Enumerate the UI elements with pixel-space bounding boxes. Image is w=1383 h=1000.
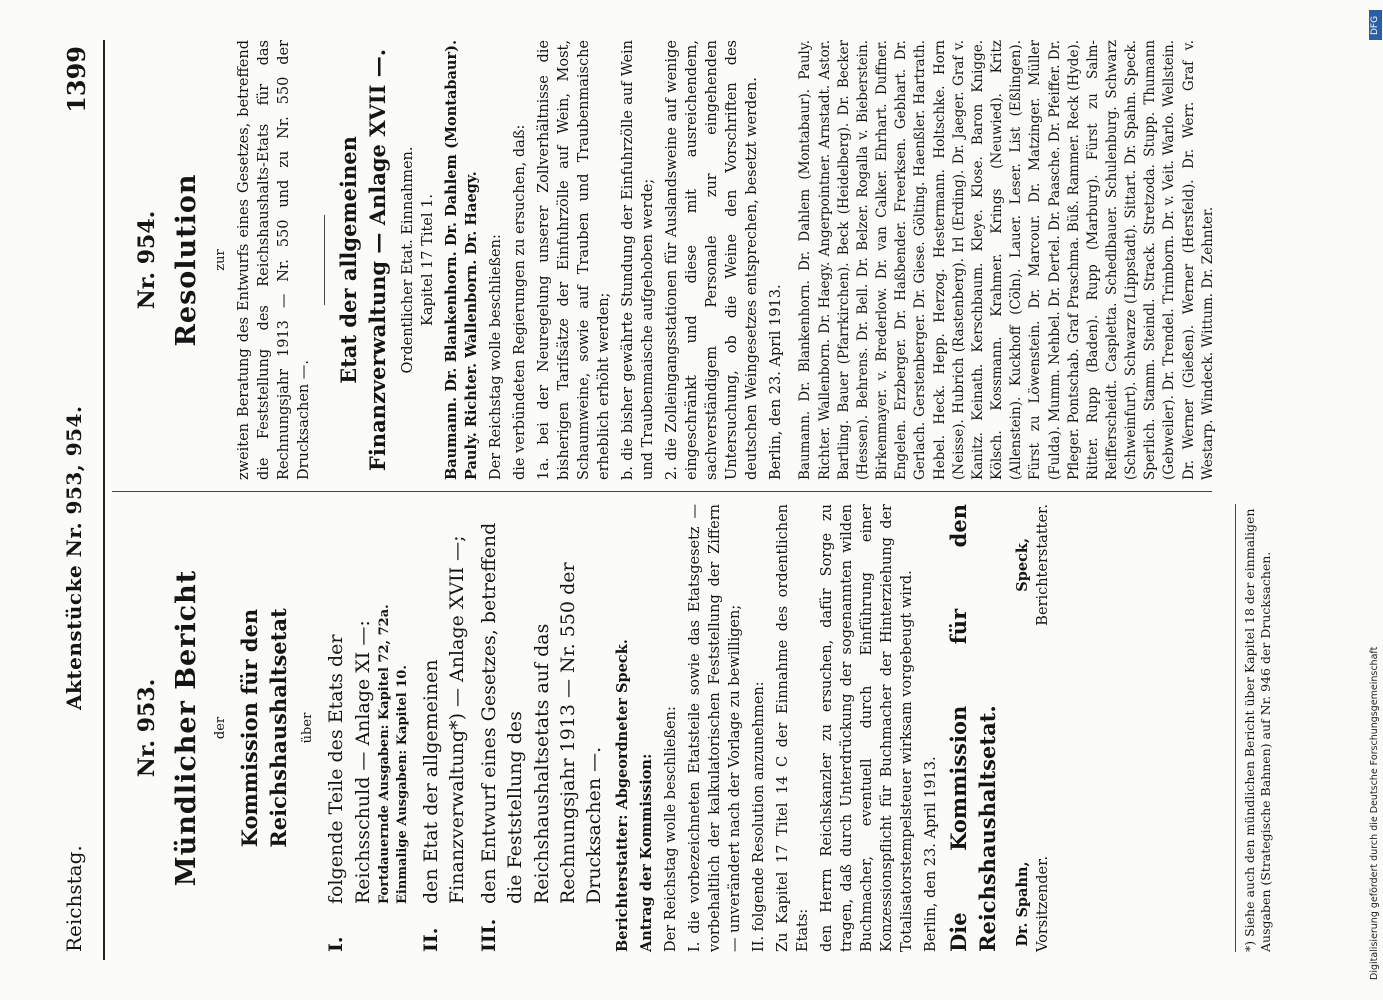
doc-title-953: Mündlicher Bericht	[171, 569, 203, 887]
item-1-a: Fortdauernde Ausgaben: Kapitel 72, 72a.	[376, 604, 392, 904]
antragsteller: Baumann. Dr. Blankenhorn. Dr. Dahlem (Montabaur). Pauly. Richter. Wallenborn. Dr. Haegy.	[443, 40, 481, 480]
item-3-number: III.	[478, 918, 501, 952]
item-1-text: folgende Teile des Etats der Reichsschuld — Anlage XI —:	[325, 620, 374, 904]
separator	[324, 215, 325, 305]
doc-number-953: Nr. 953.	[134, 678, 160, 778]
die-kommission: Die Kommission für den Reichshaushaltsetat.	[946, 504, 1001, 952]
zur-label: zur	[212, 249, 228, 271]
kommission-heading: Kommission für den Reichshaushaltsetat	[236, 608, 291, 848]
item-1	[323, 504, 411, 952]
doc-title-954: Resolution	[171, 173, 203, 347]
running-header	[62, 40, 96, 960]
right-column	[118, 40, 1218, 480]
reichstag-wolle-right: Der Reichstag wolle beschließen:	[488, 234, 505, 480]
chair-name: Dr. Spahn,	[1014, 861, 1032, 947]
item-1-b: Einmalige Ausgaben: Kapitel 10.	[394, 665, 410, 904]
ersuchen: die verbündeten Regierungen zu ersuchen, daß:	[512, 124, 529, 480]
antrag-1: I. die vorbezeichneten Etatsteile sowie das Etatsgesetz — vorbehaltlich der kalkulatorischen Feststellung der Ziffern — unverändert nach der Vorlage zu bewilligen;	[687, 504, 744, 952]
antrag-2-kapitel: Zu Kapitel 17 Titel 14 C der Einnahme des ordentlichen Etats:	[775, 504, 812, 952]
chair-role: Vorsitzender.	[1035, 855, 1052, 952]
point-1b: b. die bisher gewährte Stundung der Einfuhrzölle auf Wein und Traubenmaische aufgehoben werde;	[620, 40, 657, 480]
item-2	[418, 504, 470, 952]
header-left: Reichstag.	[62, 845, 86, 952]
antrag-2: II. folgende Resolution anzunehmen:	[751, 681, 768, 952]
footnote: *) Siehe auch den mündlichen Bericht über Kapitel 18 der einmaligen Ausgaben (Strategische Bahnen) auf Nr. 946 der Drucksachen.	[1235, 504, 1275, 952]
point-2: 2. die Zolleingangsstationen für Auslandsweine auf wenige eingeschränkt und diese mit ausreichendem, sachverständigem Personale zur eingehenden Untersuchung, ob die Weine den Vorschriften des deutschen Weingesetzes entsprechen, besetzt werden.	[664, 40, 761, 480]
dfg-credit: Digitalisierung gefördert durch die Deutsche Forschungsgemeinschaft	[1369, 646, 1380, 980]
ordentlicher-etat: Ordentlicher Etat. Einnahmen.	[400, 146, 417, 374]
rapporteur-role: Berichterstatter.	[1035, 504, 1052, 626]
date-right: Berlin, den 23. April 1913.	[768, 284, 785, 480]
item-1-number: I.	[325, 936, 348, 952]
date-left: Berlin, den 23. April 1913.	[923, 756, 940, 952]
item-3	[476, 504, 607, 952]
antrag-2-text: den Herrn Reichskanzler zu ersuchen, dafür Sorge zu tragen, daß durch Unterdrückung der sogenannten wilden Buchmacher, eventuell durch Einführung einer Konzessionspflicht für Buchmacher der Hinterziehung der Totalisatorstempelsteuer wirksam vorgebeugt wird.	[819, 504, 916, 952]
antrag-heading: Antrag der Kommission:	[638, 753, 656, 952]
etat-heading: Etat der allgemeinen Finanzverwaltung — Anlage XVII —.	[335, 48, 390, 472]
zweiten-beratung: zweiten Beratung des Entwurfs eines Gesetzes, betreffend die Feststellung des Reichshaushalts-Etats für das Rechnungsjahr 1913 — Nr. 550 und zu Nr. 550 der Drucksachen —.	[235, 40, 312, 480]
berichterstatter: Berichterstatter: Abgeordneter Speck.	[614, 639, 632, 952]
reichstag-wolle: Der Reichstag wolle beschließen:	[663, 706, 680, 952]
left-column	[118, 504, 1063, 952]
header-rule	[103, 40, 105, 960]
signature-rapporteur	[1013, 504, 1053, 626]
signatures	[1013, 504, 1053, 952]
dfg-sidebar	[1369, 10, 1383, 985]
item-3-text: den Entwurf eines Gesetzes, betreffend die Feststellung des Reichshaushaltsetats auf das Rechnungsjahr 1913 — Nr. 550 der Drucksachen —.	[478, 522, 606, 904]
page-number: 1399	[62, 46, 91, 113]
point-1a: 1a. bei der Neuregelung unserer Zollverhältnisse die bisherigen Tarifsätze der Einfuhrzölle auf Wein, Most, Schaumweine, sowie auf Trauben und Traubenmaische erheblich erhöht werden;	[536, 40, 613, 480]
column-divider	[112, 491, 1212, 492]
rapporteur-name: Speck,	[1014, 537, 1032, 592]
signature-chair	[1013, 856, 1053, 952]
dfg-logo: DFG	[1369, 10, 1382, 40]
signatory-names: Baumann. Dr. Blankenhorn. Dr. Dahlem (Montabaur). Pauly. Richter. Wallenborn. Dr. Haegy. Angerpointner. Arnstadt. Astor. Bartling. Bauer (Pfarrkirchen). Beck (Heidelberg). Dr. Becker (Hessen). Behrens. Dr. Bell. Dr. Belzer. Rogalla v. Bieberstein. Birkenmayer. v. Brederlow. Dr. van Calker. Ehrhart. Duffner. Engelen. Erzberger. Dr. Haßbender. Freerksen. Gebhart. Dr. Gerlach. Gerstenberger. Dr. Giese. Gölting. Haenßler. Hartrath. Hebel. Heck. Hepp. Herzog. Hestermann. Holtschke. Horn (Neisse). Hubrich (Rastenberg). Irl (Erding). Dr. Jaeger. Graf v. Kanitz. Keinath. Kerschbaum. Kleye. Klose. Baron Knigge. Kölsch. Kossmann. Krahmer. Krings (Neuwied). Kritz (Allenstein). Kuckhoff (Cöln). Lauer. Leser. List (Eßlingen). Fürst zu Löwenstein. Dr. Marcour. Dr. Matzinger. Müller (Fulda). Mumm. Nehbel. Dr. Dertel. Dr. Paasche. Dr. Pfeiffer. Dr. Pfleger. Pontschab. Graf Praschma. Büß. Rammer. Reck (Hyde). Ritter. Rupp (Baden). Rupp (Marburg). Fürst zu Salm-Reifferscheidt. Caspletta. Schedlbauer. Schulenburg. Schwarz (Schweinfurt). Schwarze (Lippstadt). Sittart. Dr. Spahn. Speck. Sperlich. Stamm. Steindl. Strack. Stretzoda. Stupp. Thumann (Gebweiler). Dr. Trendel. Trimborn. Dr. v. Veit. Warlo. Wellstein. Dr. Werner (Gießen). Werner (Hersfeld). Dr. Werr. Graf v. Westarp. Windeck. Wittum. Dr. Zehnter.	[797, 40, 1216, 480]
item-2-text: den Etat der allgemeinen Finanzverwaltung*) — Anlage XVII —;	[419, 535, 468, 904]
doc-number-954: Nr. 954.	[134, 210, 160, 310]
kapitel-label: Kapitel 17 Titel 1.	[420, 194, 437, 326]
header-center: Aktenstücke Nr. 953, 954.	[62, 405, 86, 710]
der-label: der	[212, 716, 228, 740]
ueber-label: über	[300, 712, 316, 744]
item-2-number: II.	[419, 927, 442, 952]
